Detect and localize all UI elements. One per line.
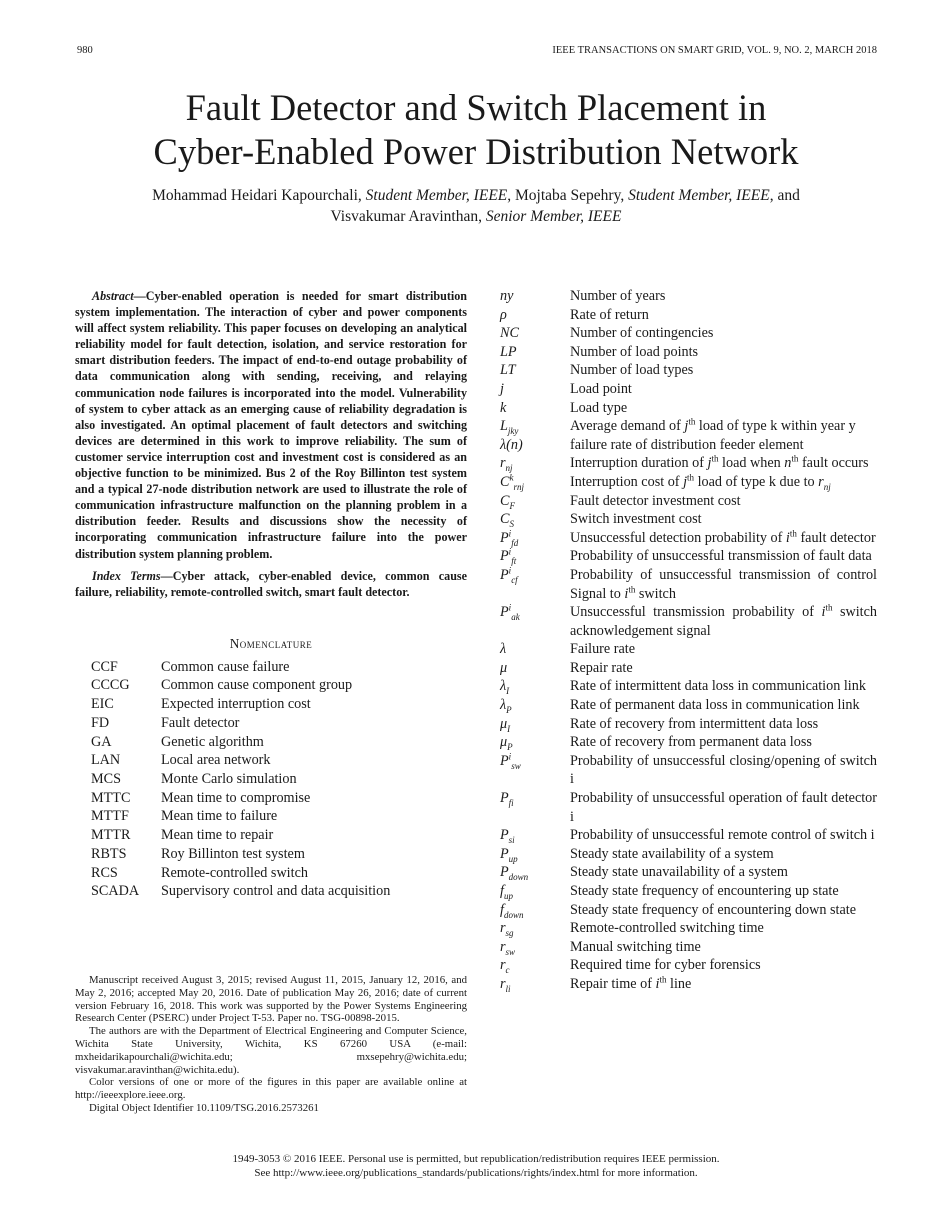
symbol-definition: Steady state unavailability of a system <box>570 864 788 881</box>
nomenclature-def: Local area network <box>161 752 271 769</box>
symbol: $C_F$ <box>500 492 515 511</box>
nomenclature-def: Mean time to failure <box>161 808 278 825</box>
manuscript-note: Manuscript received August 3, 2015; revised August 11, 2015, January 12, 2016, and May 2, 2016; accepted May 20, 2016. Date of publication May 26, 2016; date of current version February 16, 2018. This work was supported by the Power Systems Engineering Research Center (PSERC) under Project T-53. Paper no. TSG-00898-2015. <box>75 974 467 1025</box>
nomenclature-heading: Nomenclature <box>229 635 313 651</box>
symbol: $r_{sg}$ <box>500 920 514 939</box>
symbol-row <box>500 399 877 418</box>
symbol-row <box>500 324 877 343</box>
nomenclature-def: Genetic algorithm <box>161 733 264 750</box>
doi-note: Digital Object Identifier 10.1109/TSG.2016.2573261 <box>89 1101 319 1114</box>
symbol-definition: Number of load types <box>570 362 694 379</box>
symbol-definition: Interruption duration of $j^{th}$ load when $n^{th}$ fault occurs <box>570 453 869 472</box>
nomenclature-def: Mean time to repair <box>161 827 274 844</box>
symbol-row <box>500 380 877 399</box>
title-line-1: Fault Detector and Switch Placement in <box>185 87 767 128</box>
symbol: $f_{down}$ <box>500 901 524 920</box>
nomenclature-abbr: SCADA <box>91 883 140 900</box>
symbol-definition: Probability of unsuccessful transmission of fault data <box>570 548 872 565</box>
nomenclature-abbr: CCCG <box>91 677 130 694</box>
title-line-2: Cyber-Enabled Power Distribution Network <box>153 131 799 172</box>
symbol-row <box>500 287 877 306</box>
symbol-definition: Repair time of $i^{th}$ line <box>570 974 692 992</box>
nomenclature-abbr: MTTC <box>91 789 131 806</box>
symbol-definition: Steady state availability of a system <box>570 845 774 862</box>
symbol-definition: Load point <box>570 380 632 397</box>
nomenclature-row <box>75 676 467 695</box>
nomenclature-def: Supervisory control and data acquisition <box>161 883 391 900</box>
nomenclature-abbr: MTTR <box>91 827 131 844</box>
symbol-definition: Number of contingencies <box>570 325 714 342</box>
nomenclature-row <box>75 658 467 677</box>
symbol: $P^i_{ak}$ <box>500 602 520 622</box>
copyright-line-2: See http://www.ieee.org/publications_standards/publications/rights/index.html for more information. <box>254 1167 698 1179</box>
symbol-row <box>500 436 877 455</box>
symbol-definition: Rate of intermittent data loss in communication link <box>570 678 866 695</box>
symbol-row <box>500 752 877 789</box>
symbol: $P_{si}$ <box>500 827 515 846</box>
symbol-row <box>500 919 877 938</box>
index-terms-label: Index Terms <box>92 568 161 583</box>
symbol-definition: Rate of return <box>570 306 649 323</box>
symbol-definition: Steady state frequency of encountering down state <box>570 901 857 918</box>
symbol: NC <box>500 325 519 342</box>
symbol-row <box>500 715 877 734</box>
symbol-definition: Unsuccessful transmission probability of $i^{th}$ switch acknowledgement signal <box>570 602 878 639</box>
symbol-definition: Rate of recovery from permanent data loss <box>570 734 812 751</box>
nomenclature-row <box>75 826 467 845</box>
nomenclature-table <box>75 658 467 901</box>
nomenclature-def: Fault detector <box>161 714 240 731</box>
symbol-definition: Number of years <box>570 288 666 304</box>
journal-citation: IEEE TRANSACTIONS ON SMART GRID, VOL. 9, NO. 2, MARCH 2018 <box>552 45 877 56</box>
symbol-row <box>500 603 877 640</box>
symbol: k <box>500 399 507 416</box>
symbol: $P^i_{ft}$ <box>500 546 517 567</box>
symbol: λ <box>500 641 507 658</box>
symbol-row <box>500 473 877 492</box>
page-number: 980 <box>77 45 93 56</box>
nomenclature-row <box>75 751 467 770</box>
author-1-role: Student Member, IEEE <box>365 187 508 204</box>
symbol: LP <box>500 343 517 360</box>
symbol: $\lambda_I$ <box>500 678 510 697</box>
nomenclature-row <box>75 733 467 752</box>
nomenclature-abbr: MTTF <box>91 808 129 825</box>
symbol-definition: failure rate of distribution feeder element <box>570 436 804 453</box>
footnotes <box>75 974 467 1115</box>
author-2: Mojtaba Sepehry, <box>515 187 625 204</box>
author-3: Visvakumar Aravinthan, <box>330 208 482 225</box>
symbol-row <box>500 956 877 975</box>
symbol-definition: Steady state frequency of encountering up state <box>570 883 839 899</box>
symbol-definition: Fault detector investment cost <box>570 492 741 509</box>
symbol: $L_{jky}$ <box>500 418 519 436</box>
symbol-row <box>500 938 877 957</box>
symbol-row <box>500 863 877 882</box>
symbol-definition: Repair rate <box>570 659 633 676</box>
symbol-definition: Probability of unsuccessful remote control of switch i <box>570 827 875 844</box>
symbol-definition: Unsuccessful detection probability of $i^{th}$ fault detector <box>570 527 876 546</box>
index-terms-text: —Cyber attack, cyber-enabled device, common cause failure, reliability, remote-controlled switch, smart fault detector. <box>75 568 467 599</box>
symbol-definition: Remote-controlled switching time <box>570 920 764 937</box>
affiliation-note: The authors are with the Department of Electrical Engineering and Computer Science, Wichita State University, Wichita, KS 67260 USA (e-mail: mxheidarikapourchali@wichita.edu; mxsepehry@wichita.edu; visvakumar.aravinthan@wichita.edu). <box>75 1025 467 1076</box>
nomenclature-abbr: LAN <box>91 752 121 769</box>
symbol-row <box>500 845 877 864</box>
symbol-row <box>500 901 877 920</box>
symbol: λ(n) <box>500 436 523 453</box>
nomenclature-row <box>75 807 467 826</box>
symbol-definition: Failure rate <box>570 641 635 658</box>
nomenclature-def: Monte Carlo simulation <box>161 771 297 787</box>
copyright-footer <box>0 1152 952 1180</box>
symbol: $\mu_I$ <box>500 715 511 734</box>
nomenclature-row <box>75 714 467 733</box>
nomenclature-def: Common cause failure <box>161 658 290 675</box>
symbol: $P^i_{fd}$ <box>500 527 519 548</box>
symbol: ny <box>500 288 514 304</box>
symbol-definition: Load type <box>570 399 628 416</box>
author-1: Mohammad Heidari Kapourchali, <box>152 187 362 204</box>
symbol-row <box>500 547 877 566</box>
nomenclature-def: Common cause component group <box>161 677 353 694</box>
symbol: $\mu_P$ <box>500 734 513 753</box>
symbol-row <box>500 510 877 529</box>
symbol-row <box>500 882 877 901</box>
symbol-row <box>500 677 877 696</box>
symbol-list <box>500 287 877 994</box>
symbol-definition: Required time for cyber forensics <box>570 957 761 974</box>
symbol-definition: Average demand of $j^{th}$ load of type k within year y <box>570 416 856 435</box>
nomenclature-row <box>75 695 467 714</box>
nomenclature-def: Expected interruption cost <box>161 696 311 713</box>
symbol: $r_{li}$ <box>500 975 511 994</box>
symbol-row <box>500 659 877 678</box>
nomenclature-abbr: GA <box>91 733 112 750</box>
symbol-row <box>500 529 877 548</box>
color-note: Color versions of one or more of the figures in this paper are available online at http://ieeexplore.ieee.org. <box>75 1076 467 1102</box>
symbol: $P_{fi}$ <box>500 790 514 808</box>
symbol-definition: Probability of unsuccessful closing/opening of switch i <box>570 752 877 788</box>
nomenclature-abbr: CCF <box>91 658 118 675</box>
nomenclature-abbr: MCS <box>91 771 121 787</box>
symbol-row <box>500 306 877 325</box>
nomenclature-row <box>75 864 467 883</box>
abstract-text: —Cyber-enabled operation is needed for smart distribution system implementation. The interaction of cyber and power components will affect system reliability. This paper focuses on developing an analytical reliability model for fault detection, isolation, and service restoration for smart distribution feeders. The impact of end-to-end outage probability of data communication along with sending, receiving, and relaying communication node failures is incorporated into the model. Vulnerability of system to cyber attack as an emerging cause of reliability degradation is also investigated. An optimal placement of fault detectors and switching devices are determined in this work to improve reliability. The sum of customer service interruption cost and investment cost is considered as an objective function to be minimized. Bus 2 of the Roy Billinton test system and a typical 27-node distribution network are used to illustrate the role of communication infrastructure malfunction on the planning problem in a distribution feeder. Results and discussions show the necessity of incorporating communication infrastructure failure into the power distribution system planning problem. <box>75 289 467 561</box>
symbol: $C_S$ <box>500 511 514 529</box>
symbol-row <box>500 566 877 603</box>
symbol-row <box>500 640 877 659</box>
symbol: LT <box>500 362 516 379</box>
symbol-row <box>500 733 877 752</box>
symbol: μ <box>500 659 508 676</box>
symbol-row <box>500 361 877 380</box>
author-list: Mohammad Heidari Kapourchali, Student Member, IEEE, Mojtaba Sepehry, Student Member, IEEE, and Visvakumar Aravinthan, Senior Member, IEEE <box>152 187 800 225</box>
symbol: $P_{up}$ <box>500 845 518 864</box>
author-3-role: Senior Member, IEEE <box>485 208 622 225</box>
nomenclature-abbr: RCS <box>91 864 118 881</box>
nomenclature-row <box>75 789 467 808</box>
symbol: $C^k_{rnj}$ <box>500 472 524 492</box>
paper-title <box>0 86 952 174</box>
symbol: $P^i_{sw}$ <box>500 751 521 771</box>
symbol: ρ <box>500 306 507 323</box>
symbol-row <box>500 696 877 715</box>
abstract-label: Abstract <box>92 289 134 303</box>
nomenclature-row <box>75 882 467 901</box>
symbol: $r_c$ <box>500 957 510 976</box>
left-column <box>75 288 467 901</box>
nomenclature-abbr: RBTS <box>91 845 127 862</box>
symbol-definition: Interruption cost of $j^{th}$ load of type k due to $r_{nj}$ <box>570 472 831 492</box>
author-2-role: Student Member, IEEE <box>628 187 770 204</box>
symbol-row <box>500 417 877 436</box>
nomenclature-row <box>75 845 467 864</box>
nomenclature-row <box>75 770 467 789</box>
symbol-definition: Rate of permanent data loss in communication link <box>570 697 860 714</box>
symbol-row <box>500 975 877 994</box>
symbol-row <box>500 789 877 826</box>
symbol: $r_{sw}$ <box>500 938 516 957</box>
symbol: $P_{down}$ <box>500 864 529 883</box>
symbol-definition: Number of load points <box>570 343 699 360</box>
symbol-definition: Manual switching time <box>570 938 701 955</box>
symbol: $r_{nj}$ <box>500 455 513 474</box>
nomenclature-def: Roy Billinton test system <box>161 845 305 862</box>
abstract <box>75 288 467 562</box>
symbol: $P^i_{cf}$ <box>500 565 518 585</box>
symbol: j <box>500 380 504 397</box>
author-and: and <box>777 187 800 204</box>
symbol: $\lambda_P$ <box>500 697 512 715</box>
nomenclature-abbr: EIC <box>91 696 114 713</box>
symbol-row <box>500 454 877 473</box>
symbol-row <box>500 826 877 845</box>
copyright-line-1: 1949-3053 © 2016 IEEE. Personal use is permitted, but republication/redistribution requires IEEE permission. <box>232 1153 720 1165</box>
index-terms <box>75 568 467 600</box>
symbol-definition: Probability of unsuccessful operation of fault detector i <box>570 790 877 825</box>
symbol: $f_{up}$ <box>500 883 513 901</box>
nomenclature-def: Mean time to compromise <box>161 789 311 806</box>
symbol-definition: Probability of unsuccessful transmission of control Signal to $i^{th}$ switch <box>570 566 877 602</box>
symbol-definition: Rate of recovery from intermittent data loss <box>570 715 819 732</box>
nomenclature-abbr: FD <box>91 714 110 731</box>
symbol-definition: Switch investment cost <box>570 511 702 528</box>
symbol-row <box>500 343 877 362</box>
symbol-row <box>500 492 877 511</box>
nomenclature-def: Remote-controlled switch <box>161 864 308 881</box>
